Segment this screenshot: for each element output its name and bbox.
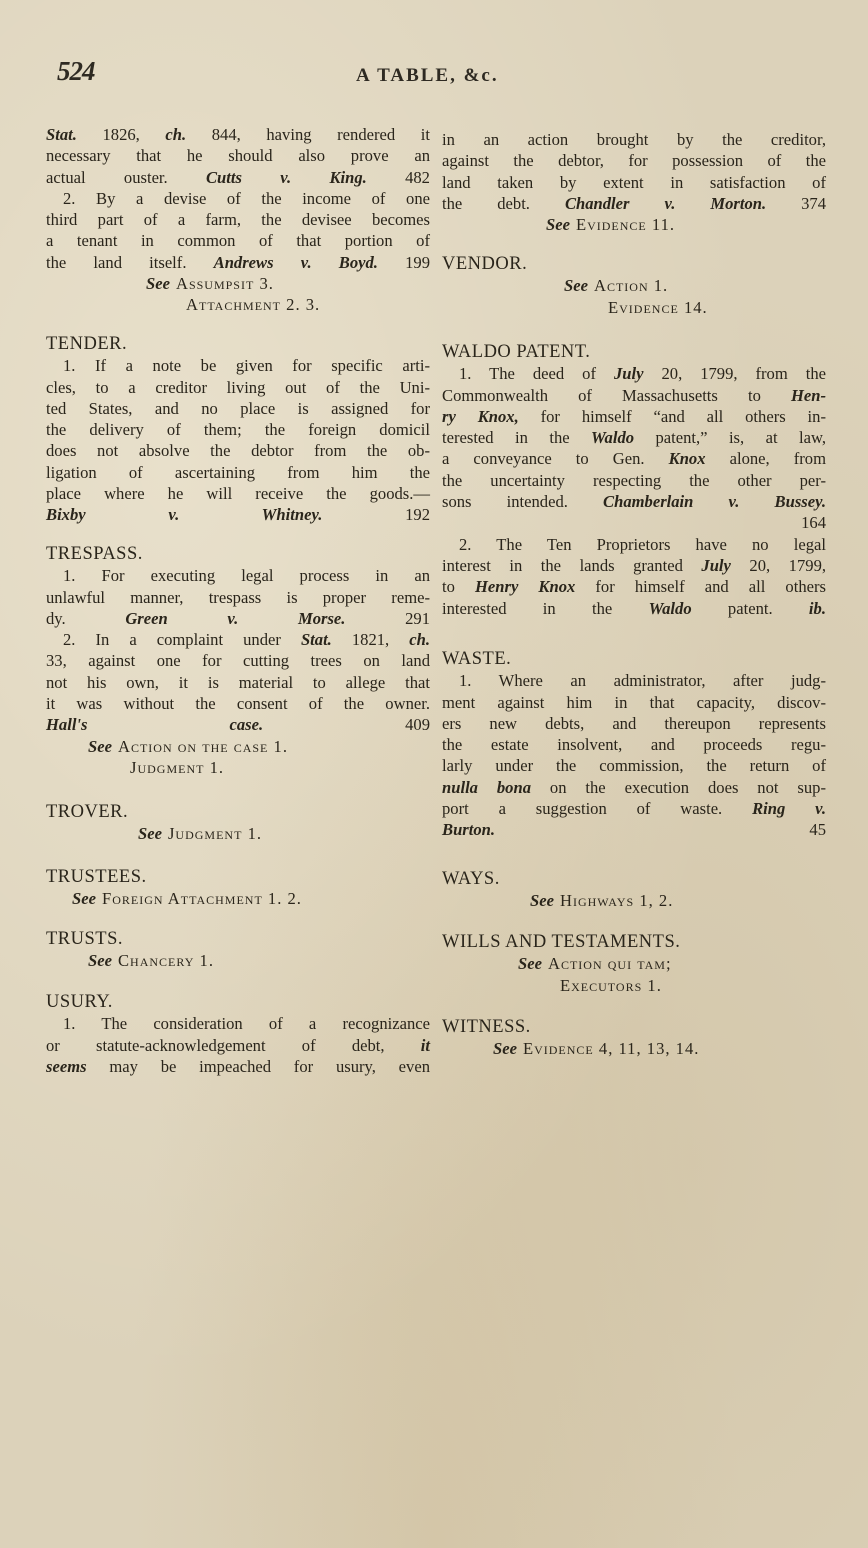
cross-reference [46, 736, 430, 757]
entry-heading: WILLS AND TESTAMENTS. [442, 932, 681, 952]
cross-reference-target: Evidence 14. [608, 297, 708, 317]
text-segment: 1. Where an administrator, after judg- [459, 671, 826, 691]
text-line [46, 629, 430, 650]
text-line [46, 587, 430, 608]
text-segment: Commonwealth of Massachusetts to [442, 385, 791, 405]
entry-witness [442, 1017, 826, 1060]
cross-reference [46, 888, 430, 909]
page-number: 524 [57, 56, 95, 86]
text-line [46, 188, 430, 209]
case-citation: Green v. Morse. [125, 608, 346, 628]
text-segment: 1821, [331, 630, 410, 650]
cross-reference-target: Action qui tam; [547, 954, 672, 974]
text-segment: 20, 1799, [730, 555, 827, 575]
entry-trusts [46, 929, 430, 972]
entry-heading: TRUSTS. [46, 929, 124, 949]
cross-reference [46, 950, 430, 971]
text-segment: 374 [766, 193, 826, 213]
text-line [46, 398, 430, 419]
entry-heading: TENDER. [46, 334, 128, 354]
case-citation: Andrews v. Boyd. [213, 252, 378, 272]
case-citation: nulla bona [442, 777, 531, 797]
entry-heading: WAYS. [442, 869, 500, 889]
text-segment: 844, having rendered it [186, 125, 430, 144]
case-citation: seems [46, 1056, 87, 1076]
text-segment: interest in the lands granted [442, 555, 702, 575]
text-line [46, 419, 430, 440]
entry-waste [442, 649, 826, 841]
text-segment: necessary that he should also prove an [46, 146, 430, 166]
text-segment: 482 [366, 167, 430, 187]
text-line [46, 1056, 430, 1077]
text-line [46, 565, 430, 586]
text-segment: a conveyance to Gen. [442, 449, 669, 469]
text-line [46, 145, 430, 166]
cross-reference [442, 953, 826, 974]
text-line [46, 672, 430, 693]
text-line [46, 167, 430, 188]
text-segment: larly under the commission, the return of [442, 756, 826, 776]
entry-wills-and-testaments [442, 932, 826, 996]
see-label: See [88, 736, 112, 756]
text-line [442, 406, 826, 427]
case-citation: Hall's case. [46, 715, 264, 735]
text-segment: place where he will receive the goods.— [46, 484, 430, 504]
see-label: See [564, 276, 588, 296]
text-line [442, 555, 826, 576]
entry-vendor [442, 254, 826, 318]
entry-heading: TRESPASS. [46, 544, 143, 564]
text-segment: a tenant in common of that portion of [46, 231, 430, 251]
text-line [46, 230, 430, 251]
text-segment: cles, to a creditor living out of the Uni- [46, 377, 430, 397]
cross-reference-target: Highways 1, 2. [559, 891, 674, 911]
text-segment: for himself and all others [575, 577, 826, 597]
text-line [442, 448, 826, 469]
entry-trover [46, 802, 430, 845]
text-segment: ted States, and no place is assigned for [46, 398, 430, 418]
text-line [46, 440, 430, 461]
entry-heading: WITNESS. [442, 1017, 531, 1037]
text-segment: patent. [691, 598, 809, 618]
text-segment: terested in the [442, 428, 592, 448]
see-label: See [146, 274, 170, 294]
case-citation: Henry Knox [475, 577, 576, 597]
entry-waldo-patent [442, 342, 826, 619]
see-label: See [530, 891, 554, 911]
text-line [442, 692, 826, 713]
text-segment: 2. The Ten Proprietors have no legal [459, 534, 826, 554]
text-line [442, 819, 826, 840]
text-line [46, 608, 430, 629]
case-citation: ch. [409, 630, 430, 650]
text-line [46, 355, 430, 376]
text-segment: unlawful manner, trespass is proper reme- [46, 587, 430, 607]
case-citation: Ring v. [752, 799, 827, 819]
entry-heading: WALDO PATENT. [442, 342, 591, 362]
cross-reference-target: Evidence 4, 11, 13, 14. [522, 1039, 700, 1059]
see-label: See [546, 215, 570, 235]
text-segment: patent,” is, at law, [634, 428, 826, 448]
text-segment: 199 [377, 252, 430, 272]
text-segment: alone, from [705, 449, 826, 469]
cross-reference-target: Evidence 11. [575, 215, 676, 235]
entry-continuation [46, 124, 430, 316]
text-line [442, 755, 826, 776]
text-segment: sons intended. [442, 492, 604, 512]
entry-heading: TROVER. [46, 802, 129, 822]
text-segment: 2. In a complaint under [63, 630, 301, 650]
running-title: A TABLE, &c. [356, 65, 499, 86]
text-segment: 1. The deed of [459, 364, 614, 384]
entry-heading: TRUSTEES. [46, 867, 147, 887]
case-citation: July [613, 364, 644, 384]
entry-trespass [46, 544, 430, 778]
text-segment: not his own, it is material to allege that [46, 672, 430, 692]
entry-ways [442, 869, 826, 912]
text-segment: 45 [495, 820, 826, 840]
text-segment: port a suggestion of waste. [442, 799, 753, 819]
case-citation: ch. [165, 125, 187, 144]
case-citation: ib. [808, 598, 826, 618]
text-segment: on the execution does not sup- [531, 777, 826, 797]
entry-tender [46, 334, 430, 526]
text-line [442, 534, 826, 555]
text-segment: the delivery of them; the foreign domicil [46, 420, 430, 440]
entry-trustees [46, 867, 430, 910]
text-line [442, 363, 826, 384]
text-segment: does not absolve the debtor from the ob- [46, 441, 430, 461]
entry-usury [46, 992, 430, 1077]
text-line [442, 777, 826, 798]
text-segment: ers new debts, and thereupon represents [442, 713, 826, 733]
text-line [442, 576, 826, 597]
text-line [442, 598, 826, 619]
text-segment: ligation of ascertaining from him the [46, 462, 430, 482]
case-citation: July [701, 555, 731, 575]
case-citation: Chamberlain v. Bussey. [603, 492, 826, 512]
text-segment: in an action brought by the creditor, [442, 130, 826, 149]
text-segment: may be impeached for usury, even [86, 1056, 430, 1076]
text-line [46, 714, 430, 735]
text-line [46, 650, 430, 671]
cross-reference [442, 975, 826, 996]
text-segment: third part of a farm, the devisee becomes [46, 210, 430, 230]
case-citation: Waldo [648, 598, 692, 618]
case-citation: Chandler v. Morton. [564, 193, 767, 213]
cross-reference [46, 823, 430, 844]
cross-reference-target: Judgment 1. [167, 824, 263, 844]
cross-reference [442, 214, 826, 235]
entry-heading: USURY. [46, 992, 113, 1012]
text-segment: 164 [801, 513, 826, 533]
text-line [46, 1013, 430, 1034]
text-line [46, 483, 430, 504]
case-citation: Knox [668, 449, 706, 469]
text-line [46, 462, 430, 483]
text-segment: or statute-acknowledgement of debt, [46, 1035, 421, 1055]
cross-reference [442, 297, 826, 318]
case-citation: Waldo [591, 428, 635, 448]
entry-continuation [442, 129, 826, 235]
cross-reference-target: Judgment 1. [130, 757, 225, 777]
text-segment: actual ouster. [46, 167, 206, 187]
text-segment: 1. If a note be given for specific arti- [63, 356, 430, 376]
text-line [442, 798, 826, 819]
cross-reference-target: Action 1. [593, 276, 669, 296]
case-citation: Bixby v. Whitney. [46, 505, 323, 525]
text-line [46, 124, 430, 145]
text-line [442, 150, 826, 171]
text-line [442, 193, 826, 214]
cross-reference-target: Action on the case 1. [117, 736, 288, 756]
text-segment: for himself “and all others in- [518, 406, 826, 426]
entry-heading: WASTE. [442, 649, 512, 669]
see-label: See [88, 951, 112, 971]
text-segment: 1826, [76, 125, 166, 144]
case-citation: Stat. [300, 630, 332, 650]
see-label: See [518, 954, 542, 974]
text-line [442, 670, 826, 691]
text-line [442, 491, 826, 512]
text-segment: the uncertainty respecting the other per- [442, 470, 826, 490]
see-label: See [138, 824, 162, 844]
case-citation: Cutts v. King. [205, 167, 367, 187]
text-line [442, 427, 826, 448]
text-segment: to [442, 577, 475, 597]
text-segment: 192 [322, 505, 430, 525]
text-segment: it was without the consent of the owner. [46, 694, 430, 714]
see-label: See [493, 1039, 517, 1059]
cross-reference-target: Chancery 1. [117, 951, 214, 971]
text-line [46, 377, 430, 398]
text-segment: interested in the [442, 598, 649, 618]
entry-heading: VENDOR. [442, 254, 528, 274]
text-segment: 33, against one for cutting trees on land [46, 651, 430, 671]
case-citation: it [420, 1035, 430, 1055]
text-segment: 291 [345, 608, 430, 628]
text-line [442, 129, 826, 150]
text-line [46, 252, 430, 273]
text-line [46, 693, 430, 714]
cross-reference [442, 275, 826, 296]
case-citation: Burton. [442, 820, 496, 840]
text-line [46, 1035, 430, 1056]
text-segment: the estate insolvent, and proceeds regu- [442, 735, 826, 755]
text-line [442, 713, 826, 734]
text-segment: 2. By a devise of the income of one [63, 188, 430, 208]
cross-reference [442, 890, 826, 911]
text-line [442, 512, 826, 533]
text-segment: 1. For executing legal process in an [63, 566, 430, 586]
cross-reference [46, 294, 430, 315]
case-citation: ry Knox, [442, 406, 519, 426]
cross-reference-target: Attachment 2. 3. [186, 295, 321, 315]
text-segment: ment against him in that capacity, discov- [442, 692, 826, 712]
text-line [442, 734, 826, 755]
text-segment: against the debtor, for possession of the [442, 151, 826, 171]
cross-reference-target: Assumpsit 3. [175, 274, 274, 294]
text-line [46, 504, 430, 525]
text-segment: the debt. [442, 193, 565, 213]
text-segment: land taken by extent in satisfaction of [442, 172, 826, 192]
cross-reference [46, 757, 430, 778]
text-line [442, 470, 826, 491]
text-line [46, 209, 430, 230]
text-segment: the land itself. [46, 252, 214, 272]
case-citation: Hen- [790, 385, 826, 405]
text-line [442, 172, 826, 193]
text-segment: 20, 1799, from the [643, 364, 826, 384]
text-segment: 1. The consideration of a recognizance [63, 1014, 430, 1034]
see-label: See [72, 889, 96, 909]
cross-reference-target: Foreign Attachment 1. 2. [101, 889, 302, 909]
text-segment: 409 [263, 715, 430, 735]
cross-reference [442, 1038, 826, 1059]
cross-reference [46, 273, 430, 294]
case-citation: Stat. [46, 125, 77, 144]
cross-reference-target: Executors 1. [560, 975, 662, 995]
text-segment: dy. [46, 608, 126, 628]
text-line [442, 385, 826, 406]
